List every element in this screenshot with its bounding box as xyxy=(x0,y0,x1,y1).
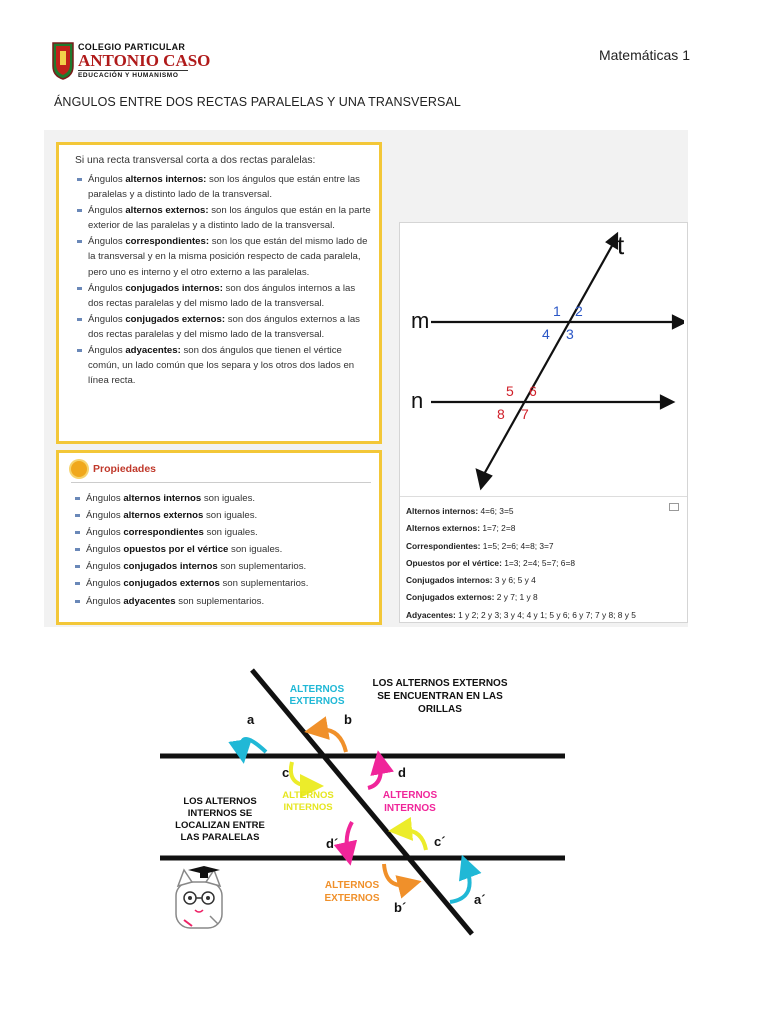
item-term: correspondientes: xyxy=(125,236,210,248)
relation-row xyxy=(406,607,682,624)
item-prefix: Ángulos xyxy=(88,174,126,185)
relation-value: 1=3; 2=4; 5=7; 6=8 xyxy=(501,557,575,568)
item-text: son los ángulos que están entre las paralelas y a distinto lado de la transversal. xyxy=(88,174,360,201)
item-prefix: Ángulos xyxy=(88,282,126,294)
label-alternos-externos-top-2: EXTERNOS xyxy=(289,696,345,707)
item-prefix: Ángulos xyxy=(86,595,124,607)
relation-label: Adyacentes: xyxy=(406,609,456,620)
note-left-1: LOS ALTERNOS xyxy=(183,796,257,807)
relation-row xyxy=(406,538,682,555)
item-text: son dos ángulos que tienen el vértice común, un lado común que los separa y los otros dos lados en línea recta. xyxy=(88,344,355,387)
arc-d xyxy=(368,762,381,788)
item-prefix: Ángulos xyxy=(86,510,124,522)
label-alternos-internos-yellow-2: INTERNOS xyxy=(283,802,333,813)
definitions-intro: Si una recta transversal corta a dos rectas paralelas: xyxy=(75,155,316,166)
item-text: son suplementarios. xyxy=(219,578,309,590)
relation-row xyxy=(406,555,682,572)
definitions-box xyxy=(56,142,382,444)
label-alternos-externos-bottom-2: EXTERNOS xyxy=(324,893,380,904)
transversal-figure xyxy=(403,226,684,496)
item-text: son iguales. xyxy=(203,527,258,539)
relation-row xyxy=(406,572,682,589)
letter-a: a xyxy=(247,712,255,727)
alternate-angles-diagram xyxy=(160,668,570,940)
label-alternos-internos-pink-1: ALTERNOS xyxy=(382,790,438,801)
letter-d: d xyxy=(398,765,406,780)
transversal-card xyxy=(399,222,688,623)
property-item xyxy=(71,542,371,559)
arrowhead xyxy=(661,396,673,408)
definition-item xyxy=(73,234,371,280)
item-prefix: Ángulos xyxy=(88,344,126,356)
item-term: conjugados internos: xyxy=(125,282,223,294)
definitions-list xyxy=(73,172,371,389)
relation-value: 3 y 6; 5 y 4 xyxy=(492,575,536,586)
relations-list xyxy=(406,503,682,624)
item-term: correspondientes xyxy=(123,527,204,539)
logo-line-3: EDUCACIÓN Y HUMANISMO xyxy=(78,72,179,79)
item-term: conjugados internos xyxy=(123,561,218,573)
item-prefix: Ángulos xyxy=(88,313,126,325)
relation-row xyxy=(406,503,682,520)
definition-item xyxy=(73,203,371,234)
angle-2: 2 xyxy=(575,303,583,319)
item-text: son los que están del mismo lado de la transversal y en la misma posición respecto de cada paralela, pero uno es interno y el otro externo a las paralelas. xyxy=(88,236,368,278)
note-top-1: LOS ALTERNOS EXTERNOS xyxy=(372,678,508,689)
relation-label: Correspondientes: xyxy=(406,540,481,551)
arrowhead xyxy=(673,316,684,328)
angles-figure xyxy=(44,130,688,627)
item-term: alternos externos xyxy=(123,510,204,522)
property-item xyxy=(71,576,371,593)
property-item xyxy=(71,491,371,508)
item-term: alternos internos: xyxy=(125,174,207,185)
letter-c-prime: c´ xyxy=(434,834,446,849)
school-shield-icon xyxy=(52,42,74,80)
item-prefix: Ángulos xyxy=(86,527,124,539)
label-alternos-internos-yellow-1: ALTERNOS xyxy=(282,790,334,801)
angle-5: 5 xyxy=(506,383,514,399)
arc-a xyxy=(242,739,267,752)
label-alternos-internos-pink-2: INTERNOS xyxy=(384,803,436,814)
property-item xyxy=(71,559,371,576)
property-item xyxy=(71,594,371,611)
angle-6: 6 xyxy=(529,383,537,399)
cat-mascot-icon xyxy=(176,866,222,928)
definition-item xyxy=(73,281,371,312)
relation-value: 2 y 7; 1 y 8 xyxy=(494,592,538,603)
item-term: alternos internos xyxy=(123,493,202,504)
item-text: son iguales. xyxy=(201,493,256,504)
angle-3: 3 xyxy=(566,326,574,342)
arc-b2 xyxy=(384,864,410,885)
note-top-2: SE ENCUENTRAN EN LAS xyxy=(377,691,503,702)
item-text: son dos ángulos externos a las dos rectas paralelas y del mismo lado de la transversal. xyxy=(88,313,360,340)
line-t xyxy=(483,244,613,476)
letter-a-prime: a´ xyxy=(474,892,486,907)
item-text: son suplementarios. xyxy=(175,595,265,607)
page-title: ÁNGULOS ENTRE DOS RECTAS PARALELAS Y UNA TRANSVERSAL xyxy=(54,95,461,109)
properties-list xyxy=(71,491,371,610)
relation-label: Opuestos por el vértice: xyxy=(406,557,502,568)
item-text: son los ángulos que están en la parte exterior de las paralelas y a distinto lado de la transversal. xyxy=(88,205,371,232)
property-item xyxy=(71,508,371,525)
arrowhead xyxy=(607,234,617,248)
item-prefix: Ángulos xyxy=(88,236,126,248)
sun-icon xyxy=(71,461,87,477)
item-term: adyacentes xyxy=(123,595,176,607)
relation-label: Conjugados internos: xyxy=(406,575,493,586)
angle-1: 1 xyxy=(553,303,561,319)
angle-8: 8 xyxy=(497,406,505,422)
label-t: t xyxy=(617,230,625,260)
definition-item xyxy=(73,312,371,343)
relation-label: Alternos internos: xyxy=(406,506,479,516)
relation-label: Alternos externos: xyxy=(406,523,480,534)
label-alternos-externos-top-1: ALTERNOS xyxy=(289,684,345,695)
definition-item xyxy=(73,343,371,389)
relation-value: 1=7; 2=8 xyxy=(480,523,516,534)
item-prefix: Ángulos xyxy=(86,493,124,504)
letter-b: b xyxy=(344,712,352,727)
arrowhead xyxy=(477,470,491,488)
item-term: opuestos por el vértice xyxy=(123,544,229,556)
definition-item xyxy=(73,172,371,203)
properties-title: Propiedades xyxy=(93,463,157,475)
logo-divider xyxy=(78,70,188,71)
label-n: n xyxy=(411,388,424,413)
arc-c2 xyxy=(400,830,426,850)
divider xyxy=(71,482,371,483)
relation-row xyxy=(406,520,682,537)
properties-header xyxy=(71,461,371,477)
label-alternos-externos-bottom-1: ALTERNOS xyxy=(324,880,380,891)
logo-line-1: COLEGIO PARTICULAR xyxy=(78,42,186,52)
item-term: adyacentes: xyxy=(125,344,181,356)
relation-value: 4=6; 3=5 xyxy=(478,506,514,516)
arc-a2 xyxy=(450,866,470,902)
subject-label: Matemáticas 1 xyxy=(598,47,690,63)
relation-label: Conjugados externos: xyxy=(406,592,495,603)
item-prefix: Ángulos xyxy=(86,578,124,590)
arc-d2 xyxy=(347,822,352,854)
letter-b-prime: b´ xyxy=(394,900,407,915)
properties-box xyxy=(56,450,382,625)
note-left-2: INTERNOS SE xyxy=(187,808,253,819)
school-logo xyxy=(52,42,211,82)
letter-c: c xyxy=(282,765,290,780)
item-text: son iguales. xyxy=(203,510,258,522)
relation-value: 1=5; 2=6; 4=8; 3=7 xyxy=(480,540,554,551)
label-m: m xyxy=(411,308,430,333)
angle-7: 7 xyxy=(521,406,529,422)
item-term: alternos externos: xyxy=(125,205,209,217)
item-text: son iguales. xyxy=(228,544,283,556)
arc-c xyxy=(291,762,312,786)
note-left-3: LOCALIZAN ENTRE xyxy=(175,820,265,831)
item-text: son suplementarios. xyxy=(217,561,307,573)
note-left-4: LAS PARALELAS xyxy=(180,832,260,843)
relation-value: 1 y 2; 2 y 3; 3 y 4; 4 y 1; 5 y 6; 6 y 7; 7 y 8; 8 y 5 xyxy=(455,609,636,620)
divider xyxy=(400,496,687,497)
property-item xyxy=(71,525,371,542)
letter-d-prime: d´ xyxy=(326,836,339,851)
item-prefix: Ángulos xyxy=(86,561,124,573)
angle-4: 4 xyxy=(542,326,550,342)
item-prefix: Ángulos xyxy=(88,205,126,217)
logo-line-2: ANTONIO CASO xyxy=(78,51,211,70)
item-prefix: Ángulos xyxy=(86,544,124,556)
note-top-3: ORILLAS xyxy=(418,704,462,715)
relation-row xyxy=(406,589,682,606)
item-term: conjugados externos xyxy=(123,578,220,590)
item-term: conjugados externos: xyxy=(125,313,226,325)
item-text: son dos ángulos internos a las dos rectas paralelas y del mismo lado de la transversal. xyxy=(88,282,356,309)
